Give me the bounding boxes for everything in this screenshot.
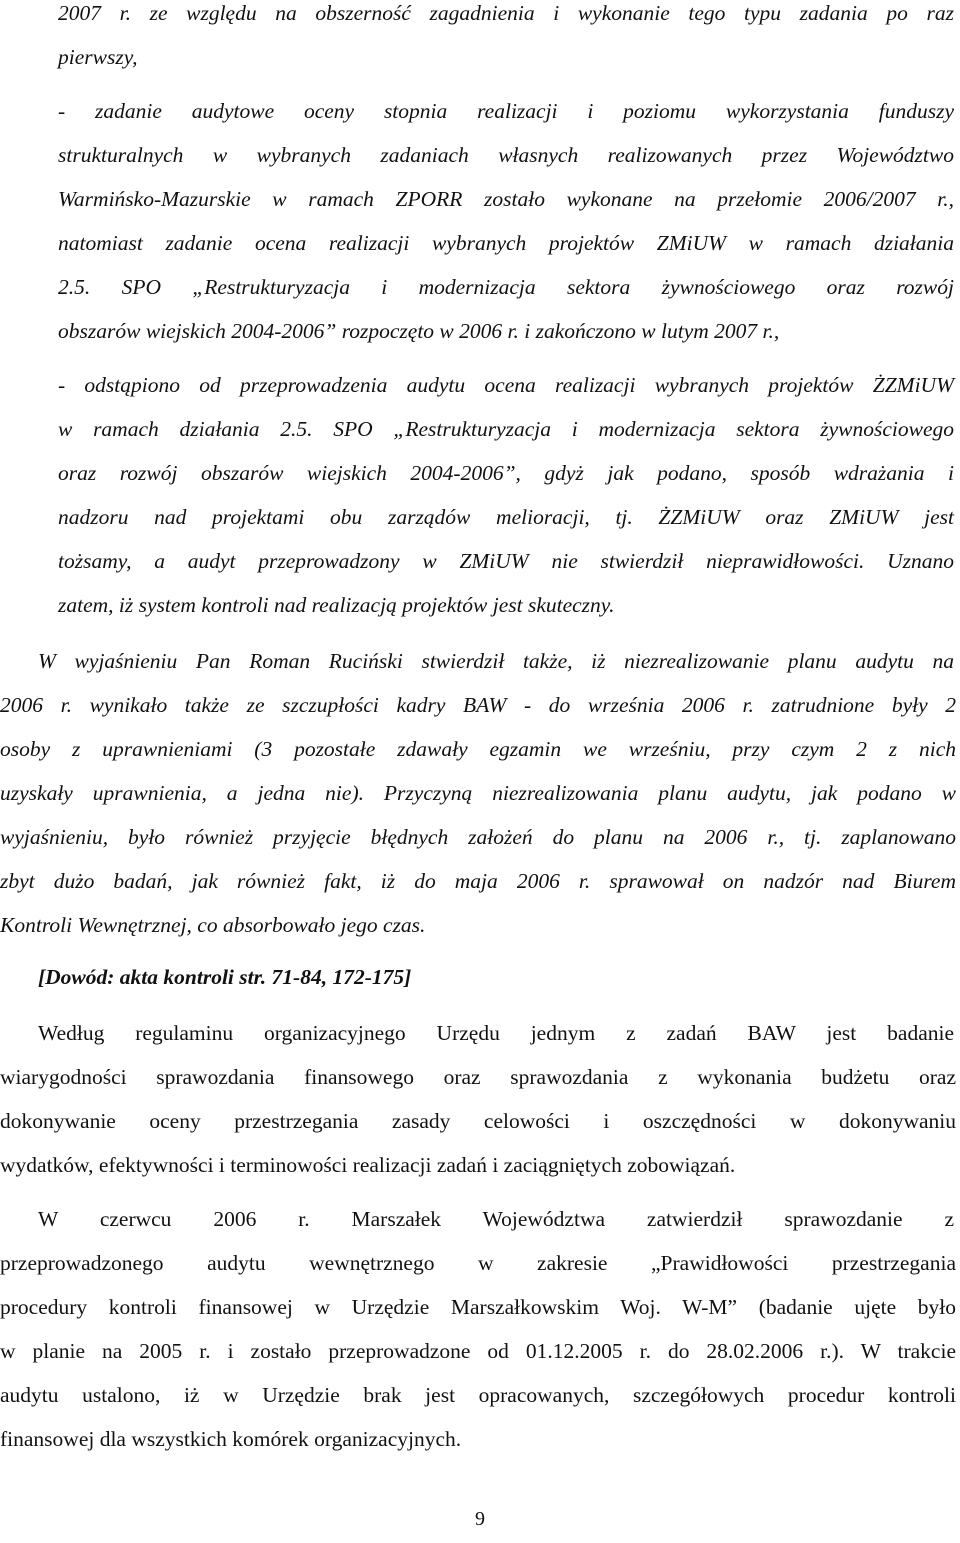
text-line: 2.5. SPO „Restrukturyzacja i modernizacja sektora żywnościowego oraz rozwój (58, 275, 954, 299)
paragraph-line: zbyt dużo badań, jak również fakt, iż do maja 2006 r. sprawował on nadzór nad Biurem (0, 869, 956, 893)
paragraph-line: audytu ustalono, iż w Urzędzie brak jest opracowanych, szczegółowych procedur kontroli (0, 1383, 956, 1407)
paragraph-line: Kontroli Wewnętrznej, co absorbowało jego czas. (0, 913, 426, 937)
list-item-line: - odstąpiono od przeprowadzenia audytu ocena realizacji wybranych projektów ŻZMiUW (58, 373, 954, 397)
paragraph-line: wiarygodności sprawozdania finansowego oraz sprawozdania z wykonania budżetu oraz (0, 1065, 956, 1089)
text-line: natomiast zadanie ocena realizacji wybranych projektów ZMiUW w ramach działania (58, 231, 954, 255)
evidence-reference: [Dowód: akta kontroli str. 71-84, 172-175] (38, 965, 412, 989)
paragraph-line: W wyjaśnieniu Pan Roman Ruciński stwierdził także, iż niezrealizowanie planu audytu na (38, 649, 954, 673)
list-item-line: - zadanie audytowe oceny stopnia realizacji i poziomu wykorzystania funduszy (58, 99, 954, 123)
paragraph-line: procedury kontroli finansowej w Urzędzie Marszałkowskim Woj. W-M” (badanie ujęte było (0, 1295, 956, 1319)
text-line: tożsamy, a audyt przeprowadzony w ZMiUW nie stwierdził nieprawidłowości. Uznano (58, 549, 954, 573)
text-line: nadzoru nad projektami obu zarządów melioracji, tj. ŻZMiUW oraz ZMiUW jest (58, 505, 954, 529)
paragraph-line: przeprowadzonego audytu wewnętrznego w zakresie „Prawidłowości przestrzegania (0, 1251, 956, 1275)
text-line: pierwszy, (58, 45, 138, 69)
text-line: 2007 r. ze względu na obszerność zagadnienia i wykonanie tego typu zadania po raz (58, 1, 954, 25)
paragraph-line: uzyskały uprawnienia, a jedna nie). Przyczyną niezrealizowania planu audytu, jak podano w (0, 781, 956, 805)
paragraph-line: w planie na 2005 r. i zostało przeprowadzone od 01.12.2005 r. do 28.02.2006 r.). W trakcie (0, 1339, 956, 1363)
paragraph-line: Według regulaminu organizacyjnego Urzędu jednym z zadań BAW jest badanie (38, 1021, 954, 1045)
paragraph-line: W czerwcu 2006 r. Marszałek Województwa zatwierdził sprawozdanie z (38, 1207, 954, 1231)
paragraph-line: 2006 r. wynikało także ze szczupłości kadry BAW - do września 2006 r. zatrudnione były 2 (0, 693, 956, 717)
text-line: w ramach działania 2.5. SPO „Restrukturyzacja i modernizacja sektora żywnościowego (58, 417, 954, 441)
text-line: strukturalnych w wybranych zadaniach własnych realizowanych przez Województwo (58, 143, 954, 167)
text-line: Warmińsko-Mazurskie w ramach ZPORR zostało wykonane na przełomie 2006/2007 r., (58, 187, 954, 211)
paragraph-line: wydatków, efektywności i terminowości realizacji zadań i zaciągniętych zobowiązań. (0, 1153, 736, 1177)
text-line: obszarów wiejskich 2004-2006” rozpoczęto w 2006 r. i zakończono w lutym 2007 r., (58, 319, 780, 343)
paragraph-line: wyjaśnieniu, było również przyjęcie błędnych założeń do planu na 2006 r., tj. zaplanowano (0, 825, 956, 849)
paragraph-line: finansowej dla wszystkich komórek organizacyjnych. (0, 1427, 462, 1451)
text-line: zatem, iż system kontroli nad realizacją projektów jest skuteczny. (58, 593, 615, 617)
page-number: 9 (475, 1508, 485, 1530)
text-line: oraz rozwój obszarów wiejskich 2004-2006”, gdyż jak podano, sposób wdrażania i (58, 461, 954, 485)
paragraph-line: dokonywanie oceny przestrzegania zasady celowości i oszczędności w dokonywaniu (0, 1109, 956, 1133)
paragraph-line: osoby z uprawnieniami (3 pozostałe zdawały egzamin we wrześniu, przy czym 2 z nich (0, 737, 956, 761)
